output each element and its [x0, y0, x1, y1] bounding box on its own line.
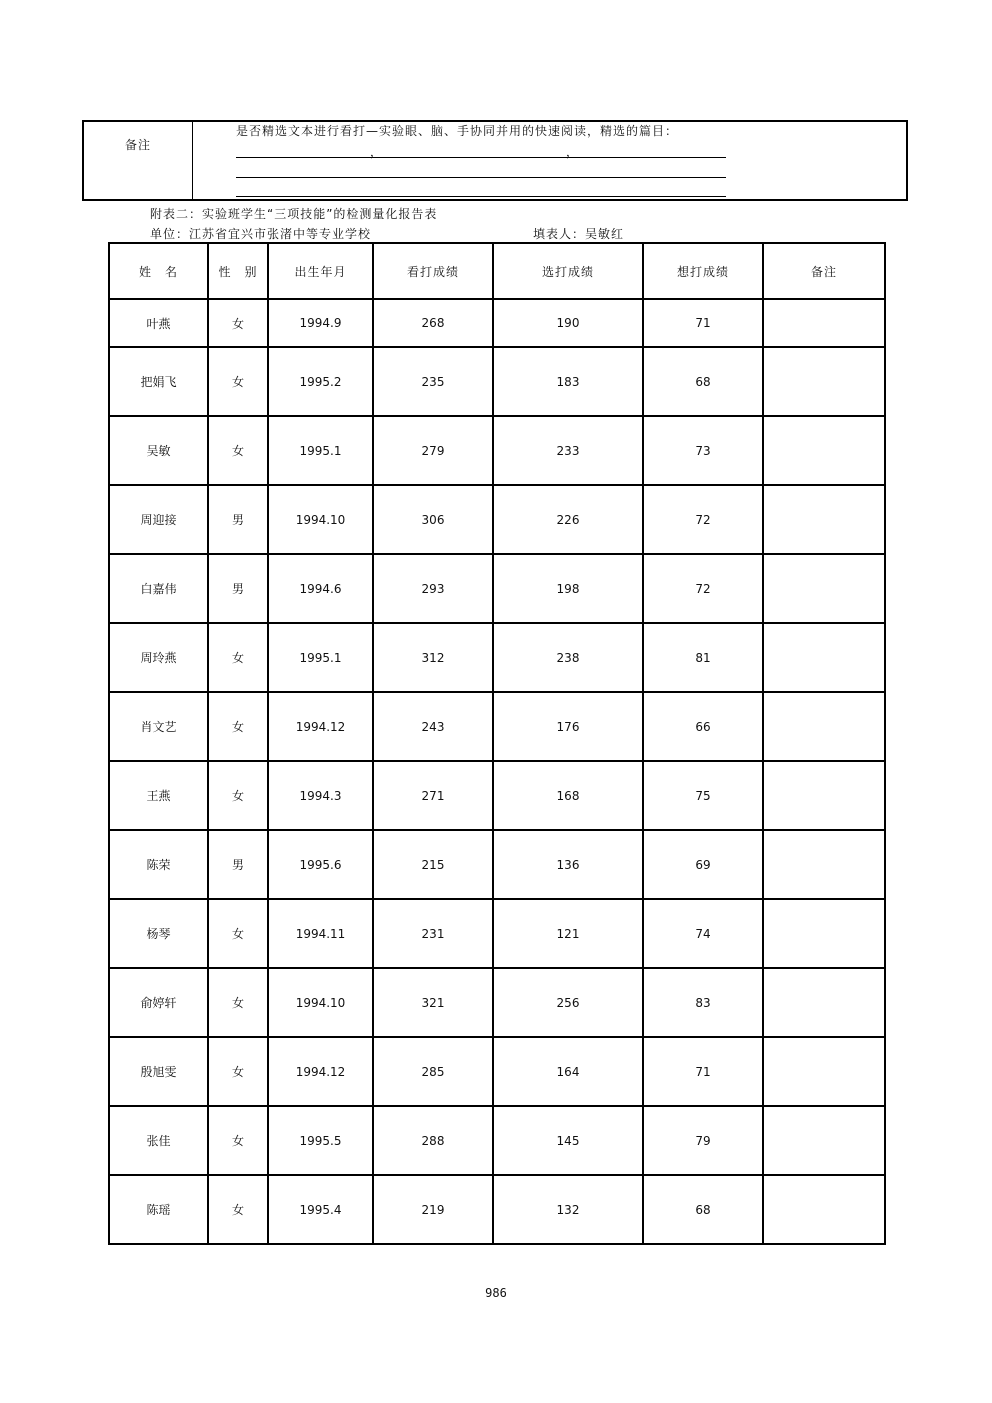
cell-think-score: 71 [643, 299, 763, 347]
cell-sex: 女 [208, 347, 268, 416]
cell-sex: 女 [208, 623, 268, 692]
cell-select-score: 233 [493, 416, 643, 485]
cell-name: 王燕 [109, 761, 208, 830]
blank-line-3 [236, 196, 726, 197]
cell-think-score: 75 [643, 761, 763, 830]
cell-select-score: 168 [493, 761, 643, 830]
cell-look-score: 306 [373, 485, 493, 554]
cell-look-score: 321 [373, 968, 493, 1037]
cell-name: 肖文艺 [109, 692, 208, 761]
cell-think-score: 72 [643, 554, 763, 623]
cell-name: 把娟飞 [109, 347, 208, 416]
cell-select-score: 256 [493, 968, 643, 1037]
cell-think-score: 73 [643, 416, 763, 485]
cell-birth: 1994.12 [268, 1037, 373, 1106]
cell-look-score: 231 [373, 899, 493, 968]
cell-select-score: 183 [493, 347, 643, 416]
header-sex: 性 别 [208, 243, 268, 299]
cell-name: 叶燕 [109, 299, 208, 347]
cell-sex: 女 [208, 899, 268, 968]
cell-look-score: 219 [373, 1175, 493, 1244]
cell-name: 张佳 [109, 1106, 208, 1175]
cell-think-score: 81 [643, 623, 763, 692]
cell-note [763, 347, 885, 416]
cell-birth: 1994.11 [268, 899, 373, 968]
cell-name: 殷旭雯 [109, 1037, 208, 1106]
table-row [109, 1037, 885, 1106]
cell-look-score: 279 [373, 416, 493, 485]
cell-birth: 1994.10 [268, 968, 373, 1037]
cell-look-score: 215 [373, 830, 493, 899]
cell-sex: 男 [208, 485, 268, 554]
cell-sex: 女 [208, 1175, 268, 1244]
cell-birth: 1994.3 [268, 761, 373, 830]
table-row [109, 1175, 885, 1244]
cell-note [763, 1037, 885, 1106]
cell-select-score: 190 [493, 299, 643, 347]
cell-look-score: 243 [373, 692, 493, 761]
cell-think-score: 66 [643, 692, 763, 761]
table-row [109, 899, 885, 968]
cell-select-score: 238 [493, 623, 643, 692]
cell-look-score: 268 [373, 299, 493, 347]
cell-note [763, 299, 885, 347]
table-row [109, 299, 885, 347]
cell-sex: 女 [208, 761, 268, 830]
page-number: 986 [485, 1286, 507, 1300]
cell-think-score: 72 [643, 485, 763, 554]
blank-comma-1: ， [370, 145, 383, 159]
cell-sex: 女 [208, 692, 268, 761]
cell-note [763, 623, 885, 692]
cell-select-score: 226 [493, 485, 643, 554]
cell-think-score: 68 [643, 1175, 763, 1244]
cell-name: 周玲燕 [109, 623, 208, 692]
cell-look-score: 288 [373, 1106, 493, 1175]
cell-birth: 1995.5 [268, 1106, 373, 1175]
cell-name: 周迎接 [109, 485, 208, 554]
cell-select-score: 132 [493, 1175, 643, 1244]
table-row [109, 830, 885, 899]
cell-note [763, 485, 885, 554]
cell-birth: 1995.1 [268, 416, 373, 485]
cell-birth: 1994.12 [268, 692, 373, 761]
cell-sex: 男 [208, 554, 268, 623]
cell-birth: 1995.4 [268, 1175, 373, 1244]
cell-note [763, 1175, 885, 1244]
cell-note [763, 761, 885, 830]
cell-note [763, 692, 885, 761]
blank-comma-2: ， [566, 145, 579, 159]
cell-birth: 1994.9 [268, 299, 373, 347]
cell-birth: 1994.10 [268, 485, 373, 554]
remarks-label: 备注 [84, 122, 193, 199]
cell-note [763, 899, 885, 968]
unit-line: 单位：江苏省宜兴市张渚中等专业学校 [150, 227, 372, 241]
blank-line-1 [236, 157, 726, 158]
cell-sex: 女 [208, 1037, 268, 1106]
cell-select-score: 198 [493, 554, 643, 623]
filler-line: 填表人：吴敏红 [533, 227, 625, 241]
table-row [109, 623, 885, 692]
blank-line-2 [236, 177, 726, 178]
cell-look-score: 312 [373, 623, 493, 692]
header-name: 姓 名 [109, 243, 208, 299]
cell-name: 俞婷轩 [109, 968, 208, 1037]
table-row [109, 347, 885, 416]
cell-birth: 1994.6 [268, 554, 373, 623]
remarks-box [82, 120, 908, 201]
cell-think-score: 83 [643, 968, 763, 1037]
cell-look-score: 271 [373, 761, 493, 830]
cell-note [763, 416, 885, 485]
cell-think-score: 79 [643, 1106, 763, 1175]
cell-sex: 女 [208, 299, 268, 347]
cell-birth: 1995.2 [268, 347, 373, 416]
cell-birth: 1995.1 [268, 623, 373, 692]
cell-select-score: 136 [493, 830, 643, 899]
table-row [109, 761, 885, 830]
cell-name: 陈瑶 [109, 1175, 208, 1244]
cell-name: 陈荣 [109, 830, 208, 899]
cell-note [763, 1106, 885, 1175]
table-row [109, 1106, 885, 1175]
cell-sex: 女 [208, 1106, 268, 1175]
header-think-score: 想打成绩 [643, 243, 763, 299]
header-select-score: 选打成绩 [493, 243, 643, 299]
table-row [109, 692, 885, 761]
remarks-text: 是否精选文本进行看打—实验眼、脑、手协同并用的快速阅读，精选的篇目： [236, 124, 679, 138]
header-birth: 出生年月 [268, 243, 373, 299]
cell-sex: 女 [208, 968, 268, 1037]
table-row [109, 485, 885, 554]
table-row [109, 416, 885, 485]
cell-note [763, 830, 885, 899]
table-row [109, 968, 885, 1037]
cell-select-score: 176 [493, 692, 643, 761]
cell-birth: 1995.6 [268, 830, 373, 899]
cell-look-score: 293 [373, 554, 493, 623]
cell-name: 白嘉伟 [109, 554, 208, 623]
cell-name: 杨琴 [109, 899, 208, 968]
cell-note [763, 968, 885, 1037]
header-look-score: 看打成绩 [373, 243, 493, 299]
table-row [109, 554, 885, 623]
cell-sex: 男 [208, 830, 268, 899]
cell-think-score: 74 [643, 899, 763, 968]
cell-think-score: 68 [643, 347, 763, 416]
cell-select-score: 164 [493, 1037, 643, 1106]
cell-select-score: 121 [493, 899, 643, 968]
cell-look-score: 235 [373, 347, 493, 416]
appendix-title: 附表二：实验班学生“三项技能”的检测量化报告表 [150, 207, 438, 221]
cell-look-score: 285 [373, 1037, 493, 1106]
table-header-row [109, 243, 885, 299]
cell-note [763, 554, 885, 623]
cell-sex: 女 [208, 416, 268, 485]
cell-think-score: 71 [643, 1037, 763, 1106]
header-note: 备注 [763, 243, 885, 299]
skills-report-table [108, 242, 886, 1245]
cell-select-score: 145 [493, 1106, 643, 1175]
cell-think-score: 69 [643, 830, 763, 899]
cell-name: 吴敏 [109, 416, 208, 485]
